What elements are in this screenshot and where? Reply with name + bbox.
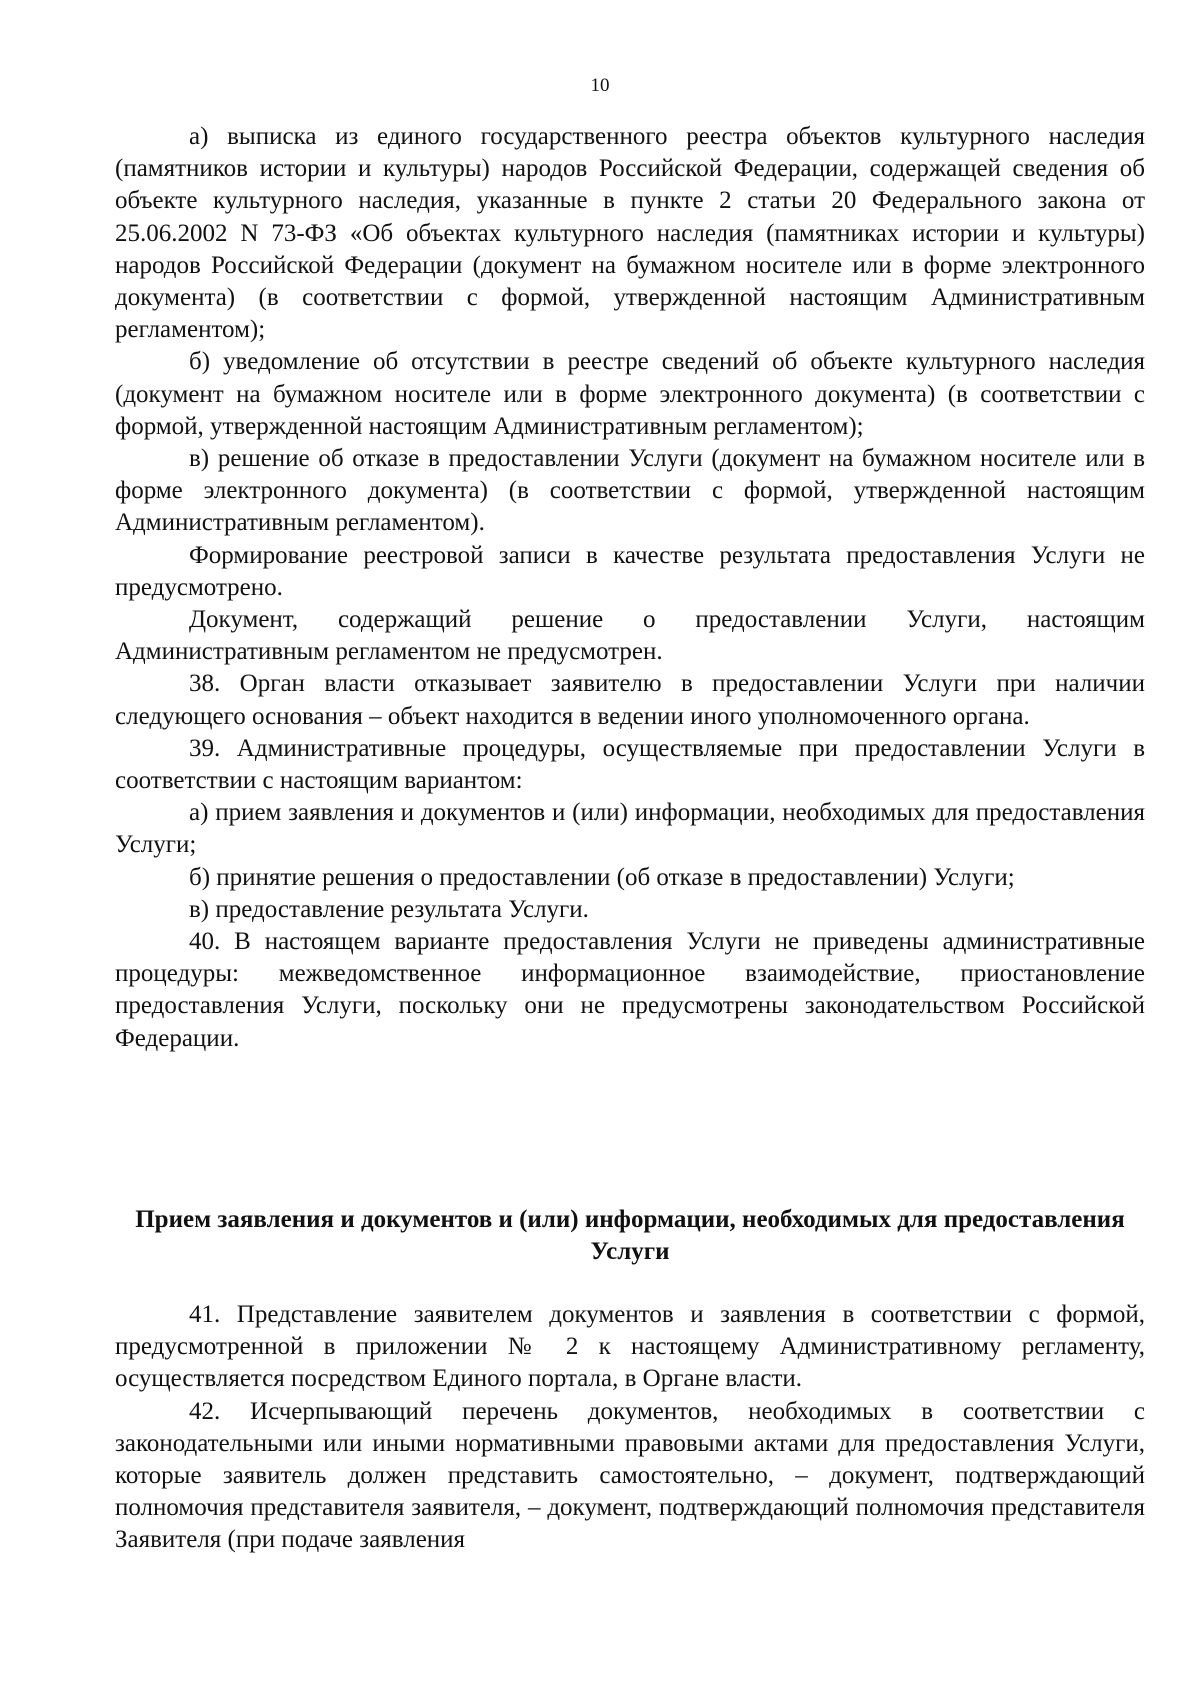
paragraph-40: 40. В настоящем варианте предоставления Услуги не приведены административные процедуры: межведомственное информационное взаимодействие, приостановление предоставления Услуги, поскольку они не предусмотрены законодательством Российской Федерации. [115, 928, 1145, 1052]
body-text-top [115, 121, 1145, 1055]
paragraph-decision-document: Документ, содержащий решение о предоставлении Услуги, настоящим Административным регламентом не предусмотрен. [115, 606, 1145, 666]
paragraph-item-b-notification: б) уведомление об отсутствии в реестре сведений об объекте культурного наследия (документ на бумажном носителе или в форме электронного документа) (в соответствии с формой, утвержденной настоящим Административным регламентом); [115, 348, 1145, 440]
paragraph-39-item-c: в) предоставление результата Услуги. [189, 895, 589, 923]
page-number: 10 [590, 75, 610, 96]
paragraph-38: 38. Орган власти отказывает заявителю в предоставлении Услуги при наличии следующего основания – объект находится в ведении иного уполномоченного органа. [115, 670, 1145, 730]
paragraph-item-a-extract: а) выписка из единого государственного реестра объектов культурного наследия (памятников истории и культуры) народов Российской Федерации, содержащей сведения об объекте культурного наследия, указанные в пункте 2 статьи 20 Федерального закона от 25.06.2002 N 73-ФЗ «Об объектах культурного наследия (памятниках истории и культуры) народов Российской Федерации (документ на бумажном носителе или в форме электронного документа) (в соответствии с формой, утвержденной настоящим Административным регламентом); [115, 123, 1145, 344]
paragraph-41: 41. Представление заявителем документов и заявления в соответствии с формой, предусмотренной в приложении № 2 к настоящему Административному регламенту, осуществляется посредством Единого портала, в Органе власти. [115, 1301, 1145, 1393]
paragraph-39-item-a: а) прием заявления и документов и (или) информации, необходимых для предоставления Услуги; [115, 799, 1145, 859]
paragraph-39: 39. Административные процедуры, осуществляемые при предоставлении Услуги в соответствии с настоящим вариантом: [115, 734, 1145, 795]
paragraph-42: 42. Исчерпывающий перечень документов, необходимых в соответствии с законодательными или иными нормативными правовыми актами для предоставления Услуги, которые заявитель должен представить самостоятельно, – документ, подтверждающий полномочия представителя заявителя, – документ, подтверждающий полномочия представителя Заявителя (при подаче заявления [115, 1397, 1145, 1554]
paragraph-item-c-refusal: в) решение об отказе в предоставлении Услуги (документ на бумажном носителе или в форме электронного документа) (в соответствии с формой, утвержденной настоящим Административным регламентом). [115, 445, 1145, 537]
paragraph-registry-record: Формирование реестровой записи в качестве результата предоставления Услуги не предусмотрено. [115, 541, 1145, 601]
paragraph-39-item-b: б) принятие решения о предоставлении (об отказе в предоставлении) Услуги; [189, 863, 1015, 891]
section-heading: Прием заявления и документов и (или) информации, необходимых для предоставления Услуги [135, 1206, 1125, 1265]
body-text-bottom [115, 1299, 1145, 1557]
